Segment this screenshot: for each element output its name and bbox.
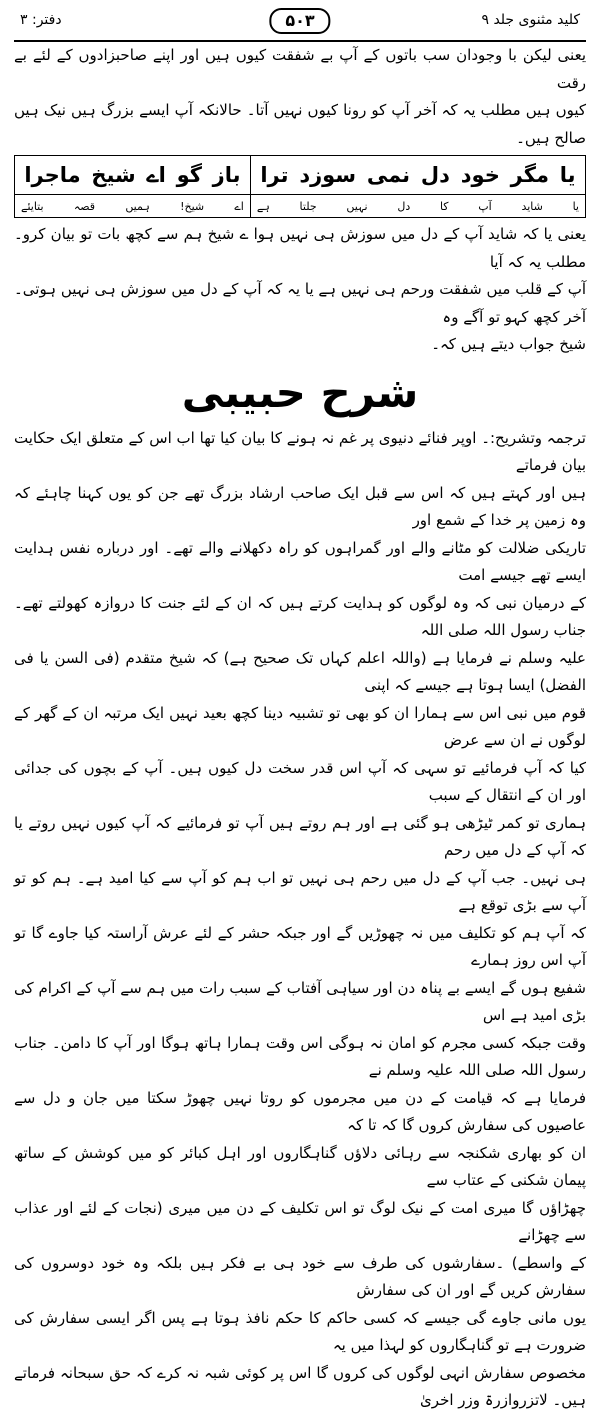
body-line: شفیع ہوں گے ایسے بے پناہ دن اور سیاہی آفتاب کے سبب رات میں ہم سے آپ کے اکرام کی بڑی امید ہے اس: [14, 978, 586, 1024]
verse-word: شیخ: [91, 163, 136, 187]
gloss-word: جلتا: [299, 199, 317, 213]
body-line: کے درمیان نبی کہ وہ لوگوں کو ہدایت کرتے ہیں کہ ان کے لئے جنت کا دروازہ کھولتے تھے۔ جناب رسول اللہ صلی اللہ: [14, 593, 586, 639]
gloss-word: ہے: [256, 199, 270, 213]
verse-word: اے: [146, 163, 166, 187]
body-line: ہماری تو کمر ٹیڑھی ہو گئی ہے اور ہم روتے ہیں آپ تو فرمائیے کہ آپ کیوں نہیں روتے یا کہ آپ کے دل میں رحم: [14, 813, 586, 859]
explanation-line: آپ کے قلب میں شفقت ورحم ہی نہیں ہے یا یہ کہ آپ کے دل میں سوزش ہی نہیں ہوتی۔ آخر کچھ کہو تو آگے وہ: [14, 280, 586, 326]
body-line: کہ آپ ہم کو تکلیف میں نہ چھوڑیں گے اور جبکہ حشر کے لئے عرش آراستہ کیا جاوے گا تو آپ اس روز ہمارے: [14, 923, 586, 969]
verse-word: نمی: [366, 163, 411, 187]
body-line: ہیں اور کہتے ہیں کہ اس سے قبل ایک صاحب ارشاد بزرگ تھے جن کو یوں کہنا چاہئے کہ وہ زمین پر خدا کے شمع اور: [14, 483, 586, 529]
intro-line: یعنی لیکن با وجودان سب باتوں کے آپ بے شفقت کیوں ہیں اور اپنے صاحبزادوں کے لئے بے رقت: [14, 46, 586, 92]
body-line: علیہ وسلم نے فرمایا ہے (واللہ اعلم کہاں تک صحیح ہے) کہ شیخ متقدم (فی السن یا فی الفضل) ایسا ہوتا ہے جیسے کہ اپنی: [14, 648, 586, 694]
body-line: چھڑاؤں گا میری امت کے نیک لوگ تو اس تکلیف کے دن میں میری (نجات کے لئے اور عذاب سے چھڑانے: [14, 1198, 586, 1244]
body-line: قوم میں نبی اس سے ہمارا ان کو بھی تو تشبیہ دینا کچھ بعید نہیں ایک مرتبہ ان کے گھر کے لوگوں نے ان سے عرض: [14, 703, 586, 749]
gloss-word: دل: [397, 199, 411, 213]
body-line: کیا کہ آپ فرمائیے تو سہی کہ آپ اس قدر سخت دل کیوں ہیں۔ آپ کے بچوں کی جدائی اور ان کے انتقال کے سبب: [14, 758, 586, 804]
section-heading: شرح حبیبی: [181, 367, 419, 417]
verse-word: ماجرا: [24, 163, 81, 187]
body-line: یوں مانی جاوے گی جیسے کہ کسی حاکم کا حکم نافذ ہوتا ہے پس اگر ایسی سفارش کی ضرورت ہے تو گناہگاروں کو لہذا میں یہ: [14, 1308, 586, 1354]
gloss-word: شیخ!: [180, 199, 205, 213]
body-line: مخصوص سفارش انہی لوگوں کی کروں گا اس پر کوئی شبہ نہ کرے کہ حق سبحانہ فرماتے ہیں۔ لاتزروازرۃ وزر اخریٰ: [14, 1363, 586, 1409]
page-header: [14, 6, 586, 38]
explanation-line: یعنی یا کہ شاید آپ کے دل میں سوزش ہی نہیں ہوا ے شیخ ہم سے کچھ بات تو بیان کرو۔ مطلب یہ کہ آیا: [14, 225, 586, 271]
gloss-word: بتایئے: [21, 199, 44, 213]
gloss-word: قصہ: [73, 199, 96, 213]
volume-label: دفتر: ۳: [20, 12, 62, 28]
gloss-word: شاید: [521, 199, 543, 213]
body-line: ان کو بھاری شکنجہ سے رہائی دلاؤں گناہگاروں اور اہل کبائر کو میں کوشش کے ساتھ پیمان شکنی کے عتاب سے: [14, 1143, 586, 1189]
body-line: تاریکی ضلالت کو مٹانے والے اور گمراہوں کو راہ دکھلانے والے تھے۔ اور درباره نفس ہدایت ایسے تھے جیسے امت: [14, 538, 586, 584]
verse-gloss-right: [250, 195, 585, 218]
book-title: کلید مثنوی جلد ۹: [481, 12, 580, 28]
gloss-word: نہیں: [346, 199, 368, 213]
gloss-word: ہمیں: [125, 199, 150, 213]
explanation-line: شیخ جواب دیتے ہیں کہ۔: [431, 335, 586, 353]
verse-word: ترا: [260, 163, 289, 187]
body-line: کے واسطے) ۔سفارشوں کی طرف سے خود ہی بے فکر ہیں بلکہ وہ خود دوسروں کی سفارش کریں گے اور ان کی سفارش: [14, 1253, 586, 1299]
gloss-word: یا: [572, 199, 579, 213]
verse-box: [14, 155, 586, 218]
body-line: ترجمہ وتشریح:۔ اوپر فنائے دنیوی پر غم نہ ہونے کا بیان کیا تھا اب اس کے متعلق ایک حکایت بیان فرماتے: [14, 428, 586, 474]
verse-word: مگر: [510, 163, 549, 187]
gloss-word: کا: [439, 199, 449, 213]
gloss-word: اے: [234, 199, 244, 213]
verse-word: باز: [212, 163, 241, 187]
verse-hemistich-right: [250, 156, 585, 195]
body-line: ہی نہیں۔ جب آپ کے دل میں رحم ہی نہیں تو اب ہم کو آپ سے کیا امید ہے۔ ہم کو تو آپ سے بڑی توقع ہے: [14, 868, 586, 914]
body-line: فرمایا ہے کہ قیامت کے دن میں مجرموں کو روتا نہیں چھوڑ سکتا میں جان و دل سے عاصیوں کی سفارش کروں گا کہ تا کہ: [14, 1088, 586, 1134]
gloss-word: آپ: [478, 199, 492, 213]
verse-word: یا: [559, 163, 576, 187]
body-line: وقت جبکہ کسی مجرم کو امان نہ ہوگی اس وقت ہمارا ہاتھ ہوگا اور آپ کا دامن۔ جناب رسول اللہ صلی اللہ علیہ وسلم نے: [14, 1033, 586, 1079]
verse-word: سوزد: [299, 163, 356, 187]
verse-gloss-left: [15, 195, 251, 218]
verse-word: دل: [420, 163, 450, 187]
verse-hemistich-left: [15, 156, 251, 195]
verse-word: گو: [176, 163, 202, 187]
verse-word: خود: [460, 163, 500, 187]
page-number: ۵۰۳: [269, 8, 330, 34]
intro-line: کیوں ہیں مطلب یہ کہ آخر آپ کو رونا کیوں نہیں آتا۔ حالانکہ آپ ایسے بزرگ ہیں نیک ہیں صالح ہیں۔: [14, 101, 586, 147]
document-page: [14, 6, 586, 1415]
